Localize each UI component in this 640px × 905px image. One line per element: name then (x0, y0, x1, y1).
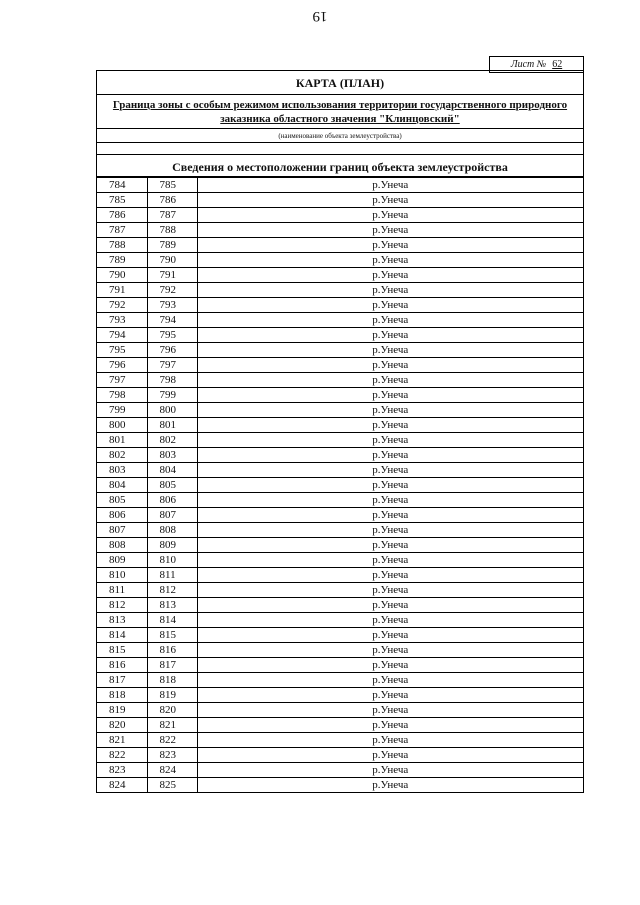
table-row (97, 403, 583, 418)
from-point-cell: 787 (97, 223, 147, 238)
table-row (97, 763, 583, 778)
table-row (97, 553, 583, 568)
from-point-cell: 812 (97, 598, 147, 613)
from-point-cell: 813 (97, 613, 147, 628)
to-point-cell: 799 (147, 388, 197, 403)
from-point-cell: 804 (97, 478, 147, 493)
to-point-cell: 813 (147, 598, 197, 613)
to-point-cell: 790 (147, 253, 197, 268)
description-cell: р.Унеча (197, 688, 583, 703)
table-row (97, 688, 583, 703)
from-point-cell: 823 (97, 763, 147, 778)
description-cell: р.Унеча (197, 328, 583, 343)
to-point-cell: 791 (147, 268, 197, 283)
from-point-cell: 795 (97, 343, 147, 358)
table-row (97, 313, 583, 328)
from-point-cell: 802 (97, 448, 147, 463)
description-cell: р.Унеча (197, 313, 583, 328)
table-row (97, 343, 583, 358)
description-cell: р.Унеча (197, 388, 583, 403)
from-point-cell: 810 (97, 568, 147, 583)
description-cell: р.Унеча (197, 238, 583, 253)
description-cell: р.Унеча (197, 223, 583, 238)
from-point-cell: 824 (97, 778, 147, 793)
description-cell: р.Унеча (197, 463, 583, 478)
description-cell: р.Унеча (197, 763, 583, 778)
table-row (97, 478, 583, 493)
table-row (97, 748, 583, 763)
table-row (97, 598, 583, 613)
description-cell: р.Унеча (197, 658, 583, 673)
table-row (97, 388, 583, 403)
table-row (97, 433, 583, 448)
description-cell: р.Унеча (197, 358, 583, 373)
to-point-cell: 795 (147, 328, 197, 343)
description-cell: р.Унеча (197, 178, 583, 193)
description-cell: р.Унеча (197, 433, 583, 448)
description-cell: р.Унеча (197, 523, 583, 538)
to-point-cell: 817 (147, 658, 197, 673)
table-row (97, 358, 583, 373)
description-cell: р.Унеча (197, 298, 583, 313)
to-point-cell: 825 (147, 778, 197, 793)
description-cell: р.Унеча (197, 778, 583, 793)
to-point-cell: 809 (147, 538, 197, 553)
table-row (97, 223, 583, 238)
to-point-cell: 814 (147, 613, 197, 628)
from-point-cell: 784 (97, 178, 147, 193)
to-point-cell: 792 (147, 283, 197, 298)
description-cell: р.Унеча (197, 553, 583, 568)
from-point-cell: 797 (97, 373, 147, 388)
map-plan-form (96, 70, 584, 793)
from-point-cell: 791 (97, 283, 147, 298)
description-cell: р.Унеча (197, 598, 583, 613)
to-point-cell: 801 (147, 418, 197, 433)
description-cell: р.Унеча (197, 628, 583, 643)
from-point-cell: 817 (97, 673, 147, 688)
table-row (97, 298, 583, 313)
table-row (97, 613, 583, 628)
description-cell: р.Унеча (197, 568, 583, 583)
table-row (97, 328, 583, 343)
table-row (97, 703, 583, 718)
table-row (97, 583, 583, 598)
from-point-cell: 798 (97, 388, 147, 403)
section-title: Сведения о местоположении границ объекта землеустройства (97, 155, 583, 177)
table-row (97, 178, 583, 193)
to-point-cell: 820 (147, 703, 197, 718)
table-row (97, 238, 583, 253)
table-row (97, 568, 583, 583)
table-row (97, 538, 583, 553)
table-row (97, 493, 583, 508)
from-point-cell: 794 (97, 328, 147, 343)
to-point-cell: 818 (147, 673, 197, 688)
description-cell: р.Унеча (197, 643, 583, 658)
from-point-cell: 800 (97, 418, 147, 433)
description-cell: р.Унеча (197, 748, 583, 763)
to-point-cell: 823 (147, 748, 197, 763)
form-title: КАРТА (ПЛАН) (97, 71, 583, 95)
table-row (97, 208, 583, 223)
page-number: 19 (312, 8, 328, 24)
description-cell: р.Унеча (197, 733, 583, 748)
to-point-cell: 824 (147, 763, 197, 778)
table-row (97, 718, 583, 733)
description-cell: р.Унеча (197, 448, 583, 463)
to-point-cell: 816 (147, 643, 197, 658)
to-point-cell: 811 (147, 568, 197, 583)
object-caption: (наименование объекта землеустройства) (97, 129, 583, 143)
description-cell: р.Унеча (197, 208, 583, 223)
to-point-cell: 810 (147, 553, 197, 568)
to-point-cell: 812 (147, 583, 197, 598)
description-cell: р.Унеча (197, 478, 583, 493)
description-cell: р.Унеча (197, 253, 583, 268)
table-row (97, 448, 583, 463)
to-point-cell: 800 (147, 403, 197, 418)
table-row (97, 268, 583, 283)
to-point-cell: 796 (147, 343, 197, 358)
table-row (97, 508, 583, 523)
from-point-cell: 789 (97, 253, 147, 268)
from-point-cell: 820 (97, 718, 147, 733)
from-point-cell: 796 (97, 358, 147, 373)
description-cell: р.Унеча (197, 193, 583, 208)
description-cell: р.Унеча (197, 703, 583, 718)
from-point-cell: 801 (97, 433, 147, 448)
description-cell: р.Унеча (197, 373, 583, 388)
description-cell: р.Унеча (197, 613, 583, 628)
table-row (97, 778, 583, 793)
to-point-cell: 819 (147, 688, 197, 703)
to-point-cell: 806 (147, 493, 197, 508)
description-cell: р.Унеча (197, 718, 583, 733)
from-point-cell: 808 (97, 538, 147, 553)
spacer-row (97, 143, 583, 155)
from-point-cell: 811 (97, 583, 147, 598)
zone-name: Граница зоны с особым режимом использования территории государственного природного заказника областного значения "Клинцовский" (97, 95, 583, 129)
to-point-cell: 785 (147, 178, 197, 193)
description-cell: р.Унеча (197, 508, 583, 523)
to-point-cell: 787 (147, 208, 197, 223)
to-point-cell: 807 (147, 508, 197, 523)
description-cell: р.Унеча (197, 673, 583, 688)
to-point-cell: 804 (147, 463, 197, 478)
from-point-cell: 788 (97, 238, 147, 253)
table-row (97, 523, 583, 538)
table-row (97, 733, 583, 748)
from-point-cell: 786 (97, 208, 147, 223)
from-point-cell: 821 (97, 733, 147, 748)
to-point-cell: 789 (147, 238, 197, 253)
table-row (97, 283, 583, 298)
table-row (97, 193, 583, 208)
boundary-table (97, 177, 583, 792)
description-cell: р.Унеча (197, 283, 583, 298)
description-cell: р.Унеча (197, 493, 583, 508)
to-point-cell: 802 (147, 433, 197, 448)
from-point-cell: 809 (97, 553, 147, 568)
table-row (97, 658, 583, 673)
sheet-label: Лист № (510, 59, 547, 70)
to-point-cell: 786 (147, 193, 197, 208)
description-cell: р.Унеча (197, 343, 583, 358)
from-point-cell: 785 (97, 193, 147, 208)
to-point-cell: 822 (147, 733, 197, 748)
to-point-cell: 821 (147, 718, 197, 733)
to-point-cell: 815 (147, 628, 197, 643)
to-point-cell: 798 (147, 373, 197, 388)
from-point-cell: 807 (97, 523, 147, 538)
description-cell: р.Унеча (197, 418, 583, 433)
from-point-cell: 799 (97, 403, 147, 418)
from-point-cell: 805 (97, 493, 147, 508)
from-point-cell: 803 (97, 463, 147, 478)
description-cell: р.Унеча (197, 403, 583, 418)
from-point-cell: 793 (97, 313, 147, 328)
from-point-cell: 816 (97, 658, 147, 673)
table-row (97, 673, 583, 688)
to-point-cell: 797 (147, 358, 197, 373)
description-cell: р.Унеча (197, 583, 583, 598)
from-point-cell: 818 (97, 688, 147, 703)
description-cell: р.Унеча (197, 538, 583, 553)
table-row (97, 463, 583, 478)
from-point-cell: 822 (97, 748, 147, 763)
table-row (97, 418, 583, 433)
to-point-cell: 793 (147, 298, 197, 313)
table-row (97, 628, 583, 643)
description-cell: р.Унеча (197, 268, 583, 283)
from-point-cell: 790 (97, 268, 147, 283)
to-point-cell: 805 (147, 478, 197, 493)
table-row (97, 643, 583, 658)
from-point-cell: 792 (97, 298, 147, 313)
to-point-cell: 808 (147, 523, 197, 538)
from-point-cell: 806 (97, 508, 147, 523)
to-point-cell: 788 (147, 223, 197, 238)
to-point-cell: 803 (147, 448, 197, 463)
table-row (97, 253, 583, 268)
from-point-cell: 814 (97, 628, 147, 643)
to-point-cell: 794 (147, 313, 197, 328)
sheet-number: 62 (552, 59, 563, 70)
from-point-cell: 815 (97, 643, 147, 658)
from-point-cell: 819 (97, 703, 147, 718)
table-row (97, 373, 583, 388)
